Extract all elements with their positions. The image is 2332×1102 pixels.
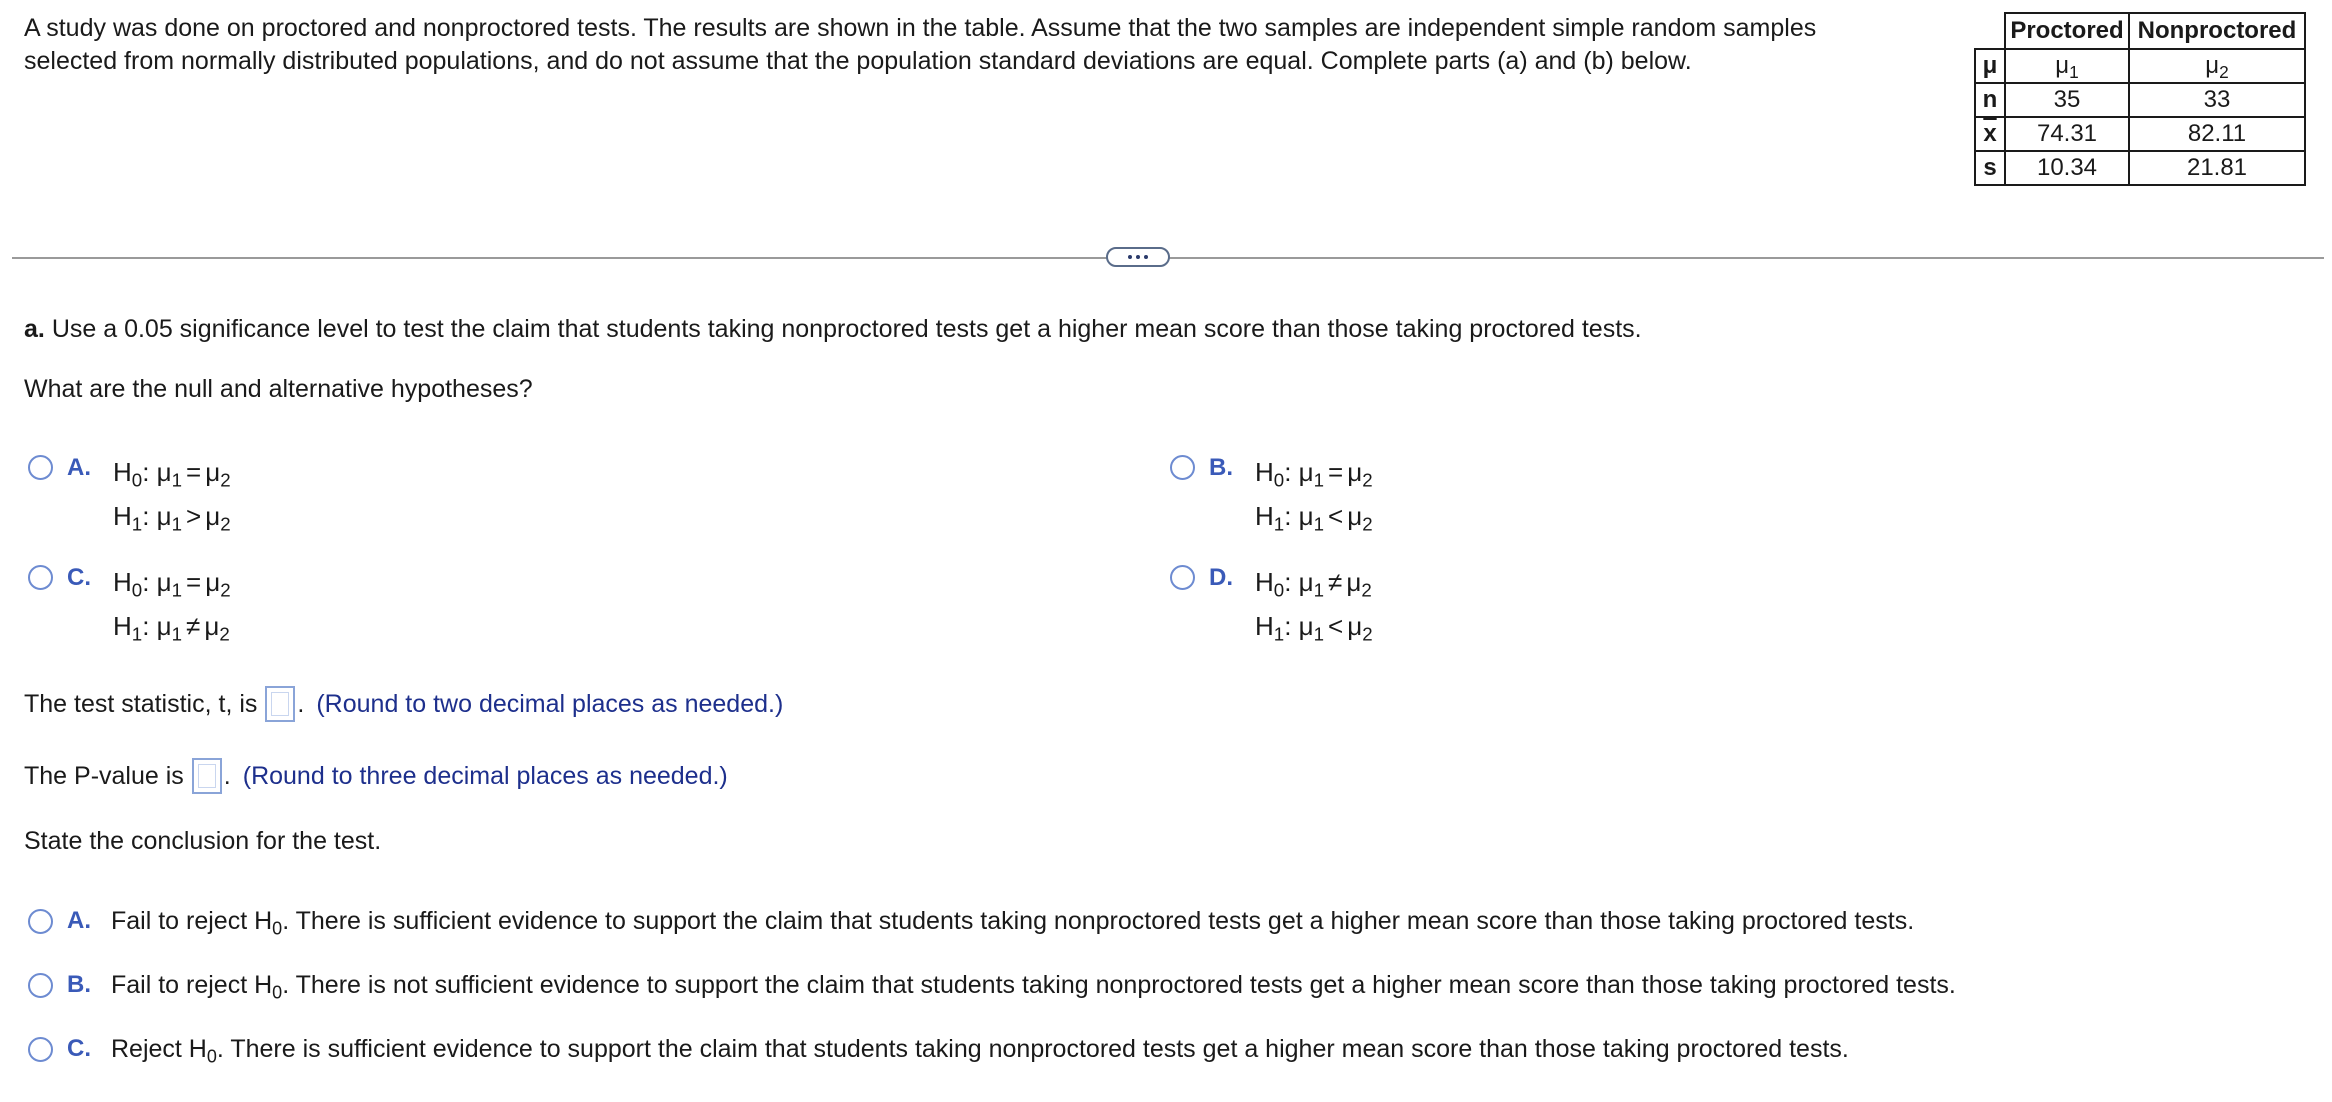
problem-statement [24, 12, 1924, 78]
option-letter: A. [67, 454, 91, 481]
cell-xbar-nonproctored: 82.11 [2129, 117, 2305, 151]
table-row-xbar [1975, 117, 2305, 151]
conclusion-option-c[interactable] [28, 1034, 1849, 1064]
conclusion-prompt: State the conclusion for the test. [24, 827, 382, 855]
option-letter: D. [1209, 564, 1233, 591]
option-letter: C. [67, 564, 91, 591]
cell-n-nonproctored: 33 [2129, 83, 2305, 117]
table-row-s [1975, 151, 2305, 185]
radio-button[interactable] [1170, 565, 1195, 590]
row-label-mu: μ [1975, 49, 2005, 83]
row-label-s: s [1975, 151, 2005, 185]
hypothesis-option-b[interactable] [1170, 450, 1373, 538]
cell-n-proctored: 35 [2005, 83, 2129, 117]
hypothesis-text [113, 560, 231, 648]
cell-mu-proctored [2005, 49, 2129, 83]
alternative-hypothesis: $H_1$: $\mu_1 < \mu_2$ [1255, 611, 1373, 645]
radio-button[interactable] [28, 565, 53, 590]
part-a-label: a. [24, 315, 45, 343]
cell-mu-nonproctored [2129, 49, 2305, 83]
table-header-row [1975, 13, 2305, 49]
row-label-n: n [1975, 83, 2005, 117]
test-statistic-label: The test statistic, t, is [24, 689, 258, 718]
null-hypothesis: $H_0$: $\mu_1 = \mu_2$ [1255, 457, 1373, 491]
subscript: 2 [2219, 62, 2229, 83]
alternative-hypothesis: $H_1$: $\mu_1 \ne \mu_2$ [113, 611, 230, 645]
option-letter: B. [67, 971, 91, 998]
table-corner [1975, 13, 2005, 49]
alternative-hypothesis: $H_1$: $\mu_1 < \mu_2$ [1255, 501, 1373, 535]
hypothesis-option-c[interactable] [28, 560, 231, 648]
column-header-nonproctored: Nonproctored [2129, 13, 2305, 49]
conclusion-text: Fail to reject $H_0$. There is not sufficient evidence to support the claim that students taking nonproctored tests get a higher mean score than those taking proctored tests. [111, 970, 1956, 1002]
p-value-label: The P-value is [24, 761, 184, 790]
conclusion-text: Reject $H_0$. There is sufficient evidence to support the claim that students taking nonproctored tests get a higher mean score than those taking proctored tests. [111, 1034, 1849, 1066]
option-letter: B. [1209, 454, 1233, 481]
problem-statement-line-1: A study was done on proctored and nonproctored tests. The results are shown in the table. Assume that the two samples are independent simple random samples [24, 14, 1817, 42]
null-hypothesis: $H_0$: $\mu_1 \ne \mu_2$ [1255, 567, 1372, 601]
xbar-symbol: $\overline{x}$ [1983, 120, 1997, 147]
column-header-proctored: Proctored [2005, 13, 2129, 49]
p-value-input[interactable] [192, 758, 222, 794]
hypothesis-option-a[interactable] [28, 450, 231, 538]
test-statistic-hint: (Round to two decimal places as needed.) [316, 689, 784, 718]
row-label-xbar [1975, 117, 2005, 151]
radio-button[interactable] [28, 455, 53, 480]
expand-handle-button[interactable] [1106, 247, 1170, 267]
table-row-n [1975, 83, 2305, 117]
hypothesis-text [113, 450, 231, 538]
hypothesis-option-d[interactable] [1170, 560, 1373, 648]
hypotheses-question: What are the null and alternative hypotheses? [24, 375, 533, 403]
subscript: 1 [2069, 62, 2079, 83]
mu-symbol: μ [2205, 52, 2220, 79]
conclusion-text: Fail to reject $H_0$. There is sufficient evidence to support the claim that students taking nonproctored tests get a higher mean score than those taking proctored tests. [111, 906, 1915, 938]
dot-icon [1128, 255, 1132, 259]
part-a-instruction [24, 315, 1642, 344]
radio-button[interactable] [28, 1037, 53, 1062]
sample-data-table [1974, 12, 2306, 186]
p-value-row: The P-value is . (Round to three decimal places as needed.) [24, 758, 728, 794]
null-hypothesis: $H_0$: $\mu_1 = \mu_2$ [113, 457, 231, 491]
hypothesis-text [1255, 560, 1373, 648]
cell-xbar-proctored: 74.31 [2005, 117, 2129, 151]
p-value-hint: (Round to three decimal places as needed.) [242, 761, 728, 790]
radio-button[interactable] [28, 973, 53, 998]
problem-statement-line-2: selected from normally distributed populations, and do not assume that the population standard deviations are equal. Complete parts (a) and (b) below. [24, 47, 1692, 75]
part-a-text: Use a 0.05 significance level to test the claim that students taking nonproctored tests get a higher mean score than those taking proctored tests. [51, 315, 1642, 343]
conclusion-option-a[interactable] [28, 906, 1914, 936]
dot-icon [1136, 255, 1140, 259]
test-statistic-input[interactable] [265, 686, 295, 722]
cell-s-nonproctored: 21.81 [2129, 151, 2305, 185]
alternative-hypothesis: $H_1$: $\mu_1 > \mu_2$ [113, 501, 231, 535]
test-statistic-row: The test statistic, t, is . (Round to two decimal places as needed.) [24, 686, 783, 722]
conclusion-option-b[interactable] [28, 970, 1956, 1000]
table-row-mu [1975, 49, 2305, 83]
hypothesis-text [1255, 450, 1373, 538]
null-hypothesis: $H_0$: $\mu_1 = \mu_2$ [113, 567, 231, 601]
cell-s-proctored: 10.34 [2005, 151, 2129, 185]
radio-button[interactable] [1170, 455, 1195, 480]
radio-button[interactable] [28, 909, 53, 934]
mu-symbol: μ [2055, 52, 2070, 79]
option-letter: C. [67, 1035, 91, 1062]
option-letter: A. [67, 907, 91, 934]
dot-icon [1144, 255, 1148, 259]
